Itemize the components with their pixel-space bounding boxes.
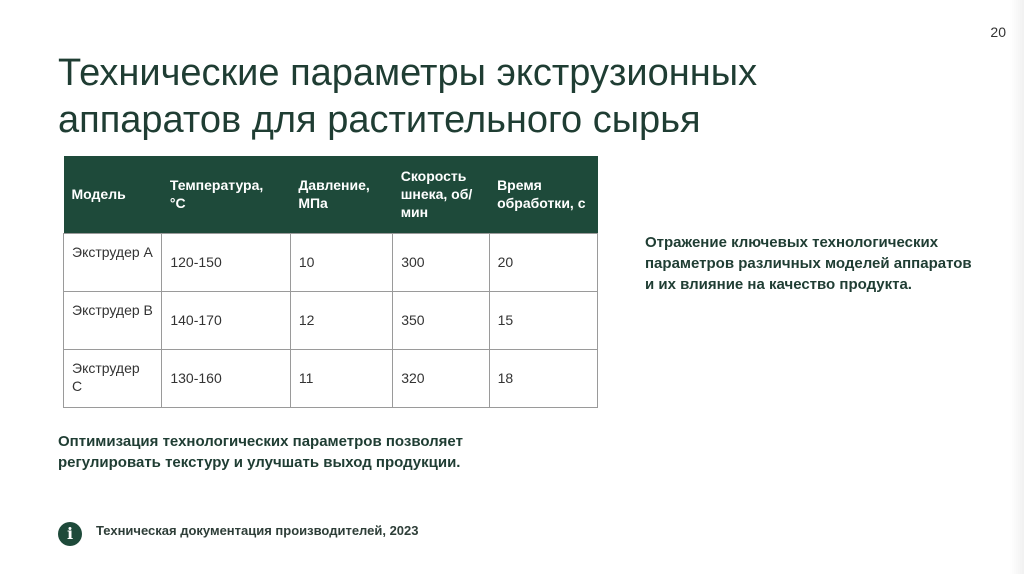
header-model: Модель	[71, 186, 126, 203]
page-number: 20	[990, 24, 1006, 40]
cell-processing-time: 20	[489, 233, 597, 291]
table-row	[64, 291, 598, 349]
source-citation	[58, 520, 419, 546]
cell-model: Экструдер С	[64, 349, 162, 407]
slide-edge-shadow	[1010, 0, 1024, 574]
bottom-note: Оптимизация технологических параметров позволяет регулировать текстуру и улучшать выход продукции.	[58, 433, 463, 471]
cell-screw-speed: 350	[393, 291, 489, 349]
cell-pressure: 10	[290, 233, 392, 291]
cell-processing-time: 18	[489, 349, 597, 407]
cell-screw-speed: 300	[393, 233, 489, 291]
cell-temperature: 130-160	[162, 349, 290, 407]
cell-model: Экструдер B	[64, 291, 162, 349]
table-row	[64, 233, 598, 291]
header-screw-speed: Скорость шнека, об/мин	[400, 168, 473, 221]
cell-pressure: 11	[290, 349, 392, 407]
header-pressure: Давление, МПа	[298, 177, 370, 212]
cell-pressure: 12	[290, 291, 392, 349]
table-row	[64, 349, 598, 407]
cell-temperature: 120-150	[162, 233, 290, 291]
header-processing-time: Время обработки, с	[497, 177, 586, 212]
parameters-table-container	[63, 156, 598, 408]
parameters-table	[63, 156, 598, 408]
side-note: Отражение ключевых технологических параметров различных моделей аппаратов и их влияние на качество продукта.	[645, 234, 972, 293]
info-icon: i	[58, 522, 82, 546]
table-header-row	[64, 156, 598, 233]
cell-model: Экструдер А	[64, 233, 162, 291]
header-temperature: Температура, °C	[169, 177, 264, 212]
cell-temperature: 140-170	[162, 291, 290, 349]
source-text: Техническая документация производителей, 2023	[96, 522, 419, 538]
cell-screw-speed: 320	[393, 349, 489, 407]
slide-title: Технические параметры экструзионных аппаратов для растительного сырья	[58, 52, 758, 141]
cell-processing-time: 15	[489, 291, 597, 349]
